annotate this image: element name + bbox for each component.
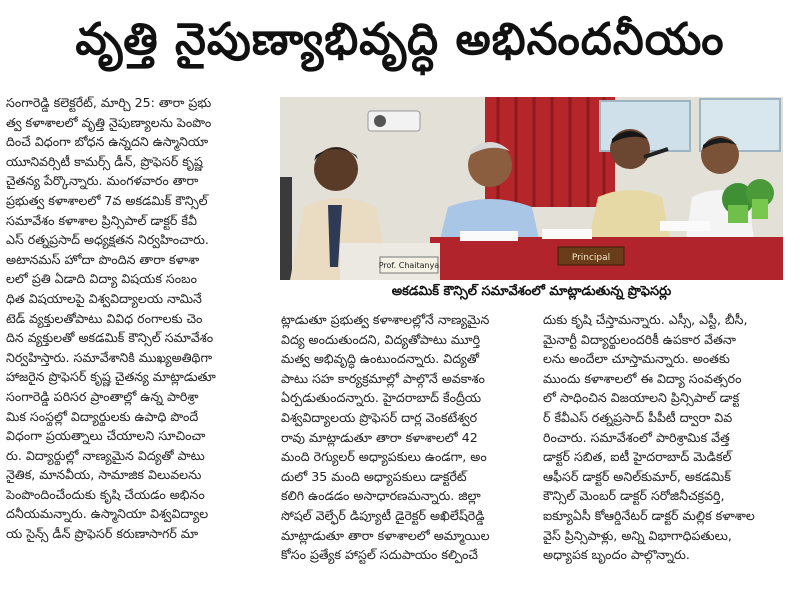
article-column-3: [543, 310, 796, 565]
article-line: మాట్లాడుతూ తారా కళాశాలలో అమ్మాయిల: [281, 527, 490, 543]
article-line: సమావేశం కళాశాల ప్రిన్సిపాల్ డాక్టర్ కేవీ: [6, 212, 197, 228]
article-column-1: [6, 93, 274, 544]
article-line: సంగారెడ్డి పరిసర ప్రాంతాల్లో ఉన్న పారిశ్రా: [6, 388, 199, 404]
article-line: లను అందేలా చూస్తామన్నారు. అంతకు: [543, 351, 730, 367]
article-line: ఏర్పడుతుందన్నారు. హైదరాబాద్ కేంద్రీయ: [281, 390, 482, 406]
article-line: దించే విధంగా బోధన ఉన్నదని ఉస్మానియా: [6, 134, 209, 150]
article-headline: వృత్తి నైపుణ్యాభివృద్ధి అభినందనీయం: [75, 14, 725, 65]
article-line: డాక్టర్ సబిత, ఐటీ హైదరాబాద్ మెడికల్: [543, 449, 732, 465]
article-line: మిక సంస్థల్లో విద్యార్థులకు ఉపాధి పొందే: [6, 408, 199, 424]
article-column-2: [281, 310, 536, 565]
article-line: య సైన్స్ డీన్ ప్రొఫెసర్ కరుణాసాగర్ మా: [6, 526, 199, 542]
article-line: రు. విద్యార్థుల్లో నాణ్యమైన విద్యతో పాటు: [6, 447, 205, 463]
article-line: ధిత విషయాలపై విశ్వవిద్యాలయ నామినే: [6, 290, 202, 306]
article-line: కోసం ప్రత్యేక హాస్టల్ సదుపాయం కల్పించే: [281, 547, 478, 563]
article-photo: [280, 97, 783, 280]
article-line: ఐక్యూఏసీ కోఆర్డినేటర్ డాక్టర్ మల్లిక కళాశాల: [543, 507, 755, 523]
article-line: విద్య అందుతుందని, విద్యతోపాటు మూర్తి: [281, 331, 481, 347]
principal-sign-text: Principal: [571, 253, 611, 263]
article-line: టెడ్ వ్యక్తులతోపాటు వివిధ రంగాలకు చెం: [6, 310, 203, 326]
article-line: ర్ కేవీఎస్ రత్నప్రసాద్ పీపీటీ ద్వారా వివ: [543, 409, 733, 425]
article-line: యూనివర్సిటీ కామర్స్ డీన్, ప్రొఫెసర్ కృష్ణ: [6, 153, 203, 169]
article-line: చైతన్య పేర్కొన్నారు. మంగళవారం తారా: [6, 173, 199, 189]
article-line: నిర్వహిస్తారు. సమావేశానికి ముఖ్యఅతిథిగా: [6, 349, 213, 365]
article-line: సోషల్ వెల్ఫేర్ డిప్యూటీ డైరెక్టర్ అఖిలేష్‌రెడ్డి: [281, 507, 485, 523]
article-line: ఆఫీసర్ డాక్టర్ అనిల్‌కుమార్, అకడమిక్: [543, 468, 731, 484]
article-line: అధ్యాపక బృందం పాల్గొన్నారు.: [543, 547, 690, 563]
article-line: కౌన్సిల్ మెంబర్ డాక్టర్ సరోజినీచక్రవర్తి,: [543, 488, 725, 504]
article-line: లలో ప్రతి ఏడాది విద్యా విషయక సంబం: [6, 271, 197, 287]
article-line: ముందు కళాశాలలో ఈ విద్యా సంవత్సరం: [543, 370, 742, 386]
article-line: దుకు కృషి చేస్తామన్నారు. ఎస్సీ, ఎస్టీ, బీసీ,: [543, 312, 748, 327]
article-line: నైతిక, మానవీయ, సామాజిక విలువలను: [6, 467, 202, 483]
article-line: అటానమస్ హోదా పొందిన తారా కళాశా: [6, 251, 200, 267]
article-line: మైనార్టీ విద్యార్థులందరికీ ఉపకార వేతనా: [543, 331, 737, 347]
article-line: ఎస్ రత్నప్రసాద్ అధ్యక్షతన నిర్వహించారు.: [6, 232, 209, 248]
article-line: విధంగా ప్రయత్నాలు చేయాలని సూచించా: [6, 428, 206, 444]
article-line: పెంపొందించేందుకు కృషి చేయడం అభినం: [6, 486, 205, 502]
article-line: త్వ కళాశాలలో వృత్తి నైపుణ్యాలను పెంపొం: [6, 114, 212, 130]
article-line: దులో 35 మంది అధ్యాపకులు డాక్టరేట్: [281, 468, 467, 484]
article-line: రించారు. సమావేశంలో పారిశ్రామిక వేత్త: [543, 429, 730, 445]
article-line: హాజరైన ప్రొఫెసర్ కృష్ణ చైతన్య మాట్లాడుతూ: [6, 369, 216, 385]
article-line: పాటు సహ కార్యక్రమాల్లో పాల్గొనే అవకాశం: [281, 370, 485, 386]
article-line: ప్రభుత్వ కళాశాలలో 7వ అకడమిక్ కౌన్సిల్: [6, 192, 208, 208]
article-line: దనీయమన్నారు. ఉస్మానియా విశ్వవిద్యాల: [6, 506, 209, 522]
article-line: మత్వ అభివృద్ధి ఉంటుందన్నారు. విద్యతో: [281, 351, 480, 367]
article-line: దిన వ్యక్తులతో అకడమిక్ కౌన్సిల్ సమావేశం: [6, 330, 214, 346]
article-line: ట్లాడుతూ ప్రభుత్వ కళాశాలల్లోనే నాణ్యమైన: [281, 312, 490, 327]
article-line: సంగారెడ్డి కలెక్టరేట్, మార్చి 25: తారా ప్రభు: [6, 95, 212, 110]
article-line: మంది రెగ్యులర్ అధ్యాపకులు ఉండగా, అం: [281, 449, 487, 465]
photo-caption: అకడమిక్ కౌన్సిల్ సమావేశంలో మాట్లాడుతున్న ప్రొఫెసర్లు: [280, 280, 783, 305]
article-line: రావు మాట్లాడుతూ తారా కళాశాలలో 42: [281, 429, 478, 445]
article-line: విశ్వవిద్యాలయ ప్రొఫెసర్ దార్ల వెంకటేశ్వర: [281, 409, 478, 425]
nameplate-text: Prof. Chaitanya: [378, 261, 440, 270]
article-line: వైస్ ప్రిన్సిపాళ్లు, అన్ని విభాగాధిపతులు,: [543, 527, 732, 543]
article-line: లో సాధించిన విజయాలని ప్రిన్సిపాల్ డాక్ట: [543, 390, 740, 406]
article-line: కలిగి ఉండడం అసాధారణమన్నారు. జిల్లా: [281, 488, 481, 504]
